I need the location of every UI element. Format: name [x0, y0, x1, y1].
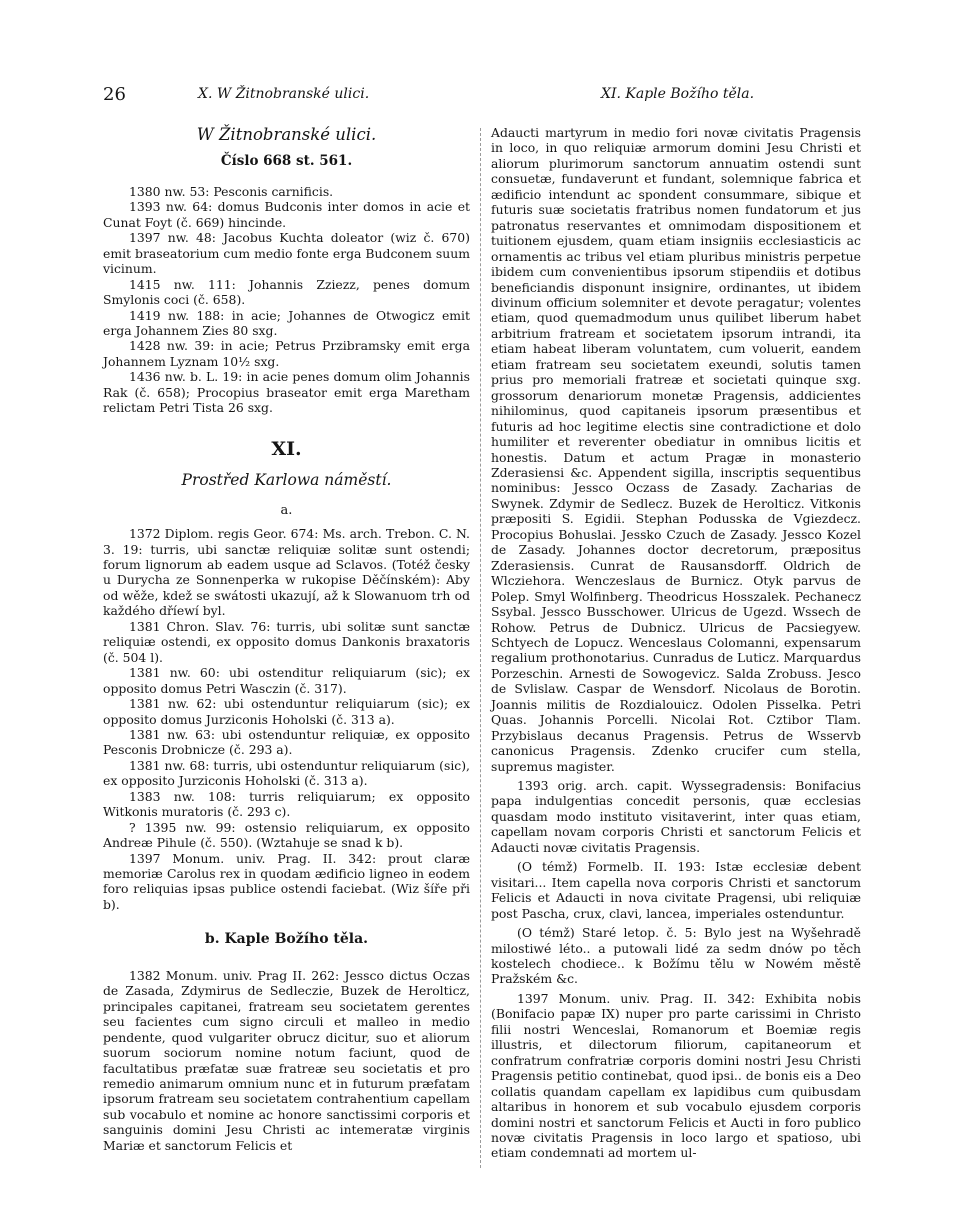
entry: 1382 Monum. univ. Prag II. 262: Jessco dictus Oczas de Zasada, Zdymirus de Sedleczie, Buzek de Herolticz, principales capitanei, fratream seu societatem gerentes seu facientes cum signo circuli et malleo in medio pendente, quod vulgariter obrucz dicitur, suo et aliorum suorum sociorum nomine notum faciunt, quod de facultatibus præfatæ suæ fratreæ seu societatis et pro remedio animarum omnium nunc et in futurum præfatam ipsorum fratream seu societatem contrahentium capellam sub vocabulo et nomine ac honore sanctissimi corporis et sanguinis domini Jesu Christi ac intemeratæ virginis Mariæ et sanctorum Felicis et	[103, 967, 470, 1153]
running-title-right: XI. Kaple Božího těla.	[601, 86, 755, 102]
entry: 1381 Chron. Slav. 76: turris, ubi solitæ sunt sanctæ reliquiæ ostendi, ex opposito domus Dankonis braxatoris (č. 504 l).	[103, 618, 470, 665]
column-divider	[480, 128, 481, 1168]
right-column	[491, 125, 861, 1161]
left-column	[103, 125, 470, 1153]
page-number: 26	[103, 84, 126, 105]
paragraph: (O témž) Staré letop. č. 5: Bylo jest na Wyšehradě milostiwé léto.. a putowali lidé za sedm dnów po těch kostelech chodiece.. k Božímu tělu w Nowém městě Pražském &c.	[491, 925, 861, 987]
paragraph: (O témž) Formelb. II. 193: Istæ ecclesiæ debent visitari... Item capella nova corporis Christi et sanctorum Felicis et Adaucti in nova civitate Pragensi, ubi reliquiæ post Pascha, crux, clavi, lancea, imperiales ostenduntur.	[491, 859, 861, 921]
entry: 1436 nw. b. L. 19: in acie penes domum olim Johannis Rak (č. 658); Procopius braseator emit erga Maretham relictam Petri Tista 26 sxg.	[103, 369, 470, 416]
entry: ? 1395 nw. 99: ostensio reliquiarum, ex opposito Andreæ Pihule (č. 550). (Wztahuje se snad k b).	[103, 819, 470, 851]
entry: 1381 nw. 68: turris, ubi ostenduntur reliquiarum (sic), ex opposito Jurziconis Hoholski (č. 313 a).	[103, 757, 470, 789]
running-header	[0, 84, 960, 106]
section-title: W Žitnobranské ulici.	[196, 125, 377, 144]
entry: 1381 nw. 60: ubi ostenditur reliquiarum (sic); ex opposito domus Petri Wasczin (č. 317).	[103, 665, 470, 696]
running-title-left: X. W Žitnobranské ulici.	[198, 86, 370, 102]
entry: 1393 nw. 64: domus Budconis inter domos in acie et Cunat Foyt (č. 669) hincinde.	[103, 199, 470, 230]
entry: 1397 Monum. univ. Prag. II. 342: prout claræ memoriæ Carolus rex in quodam ædificio ligneo in eodem foro reliquias ipsas publice ostendi faciebat. (Wiz šíře při b).	[103, 850, 470, 912]
entry: 1372 Diplom. regis Geor. 674: Ms. arch. Trebon. C. N. 3. 19: turris, ubi sanctæ reliquiæ solitæ sunt ostendi; forum lignorum ab eadem usque ad Sclavos. (Totéž česky u Durycha ze Sonnenperka w rukopise Děčínském): Aby od wěže, kdež se swátosti ukazují, až k Slowanuom trh od každého dříewí byl.	[103, 526, 470, 619]
chapter-title: Prostřed Karlowa náměstí.	[181, 471, 392, 490]
paragraph: Adaucti martyrum in medio fori novæ civitatis Pragensis in loco, in quo reliquiæ armorum domini Jesu Christi et aliorum plurimorum sanctorum annuatim ostendi sunt consuetæ, fundaverunt et fundant, solemnique fabrica et ædificio intendunt ac spondent consummare, sibique et futuris suæ societatis fratribus nomen fundatorum et jus patronatus reservantes et omnimodam dispositionem et tuitionem ejusdem, quam etiam insigniis ecclesiasticis ac ornamentis ac tribus vel etiam pluribus ministris perpetue ibidem cum convenientibus ipsorum stipendiis et dotibus beneficiandis disponunt insignire, ordinantes, ut ibidem divinum officium solemniter et devote peragatur; volentes etiam, quod quemadmodum unus quilibet liberum habet arbitrium fratream et societatem ipsorum intrandi, ita etiam habeat liberam voluntatem, cum voluerit, eandem etiam fratream seu societatem exeundi, solutis tamen prius pro memoriali fratreæ et societati quinque sxg. grossorum denariorum monetæ Pragensis, addicientes nihilominus, quod capitaneis ipsorum præsentibus et futuris ad hoc legitime electis sine contradictione et dolo humiliter et reverenter obediatur in omnibus licitis et honestis. Datum et actum Pragæ in monasterio Zderasiensi &c. Appendent sigilla, inscriptis sequentibus nominibus: Jessco Oczass de Zasady. Zacharias de Swynek. Zdymir de Sedlecz. Buzek de Herolticz. Vitkonis præpositi S. Egidii. Stephan Podusska de Vgiezdecz. Procopius Bohuslai. Jessko Czuch de Zasady. Jessco Kozel de Zasady. Johannes doctor decretorum, præpositus Zderasiensis. Cunrat de Rausansdorff. Oldrich de Wlcziehora. Wenczeslaus de Burnicz. Otyk parvus de Polep. Smyl Wolfinberg. Theodricus Hosszalek. Pechanecz Ssybal. Jessco Busschower. Ulricus de Ugezd. Wssech de Rohow. Petrus de Dubnicz. Ulricus de Pacsiegyew. Schtyech de Lopucz. Wenceslaus Colomanni, expensarum regalium prothonotarius. Cunradus de Luticz. Marquardus Porzeschin. Arnesti de Sowogevicz. Salda Zrobuss. Jesco de Svlislaw. Caspar de Wensdorf. Nicolaus de Borotin. Joannis militis de Rozdialouicz. Odolen Pisselka. Petri Quas. Johannis Porcelli. Nicolai Rot. Cztibor Tlam. Przybislaus decanus Pragensis. Petrus de Wsservb canonicus Pragensis. Zdenko crucifer cum stella, supremus magister.	[491, 125, 861, 774]
entry: 1383 nw. 108: turris reliquiarum; ex opposito Witkonis muratoris (č. 293 c).	[103, 788, 470, 820]
chapter-number: XI.	[271, 437, 302, 460]
house-number: Číslo 668 st. 561.	[220, 153, 353, 170]
entry: 1380 nw. 53: Pesconis carnificis.	[129, 183, 334, 199]
entry: 1415 nw. 111: Johannis Zziezz, penes domum Smylonis coci (č. 658).	[103, 276, 470, 308]
entry: 1381 nw. 63: ubi ostenduntur reliquiæ, ex opposito Pesconis Drobnicze (č. 293 a).	[103, 726, 470, 758]
entry: 1397 nw. 48: Jacobus Kuchta doleator (wiz č. 670) emit braseatorium cum medio fonte erga Budconem suum vicinum.	[103, 230, 470, 277]
paragraph: 1397 Monum. univ. Prag. II. 342: Exhibita nobis (Bonifacio papæ IX) nuper pro parte carissimi in Christo filii nostri Wenceslai, Romanorum et Boemiæ regis illustris, et dilectorum filiorum, capitaneorum et confratrum confratriæ corporis domini nostri Jesu Christi Pragensis petitio continebat, quod ipsi.. de bonis eis a Deo collatis quandam capellam ex lapidibus cum quibusdam altaribus in honorem et sub vocabulo ejusdem corporis domini nostri et sanctorum Felicis et Aucti in foro publico novæ civitatis Pragensis in loco largo et spatioso, ubi etiam condemnati ad mortem ul-	[491, 990, 861, 1161]
entry: 1419 nw. 188: in acie; Johannes de Otwogicz emit erga Johannem Zies 80 sxg.	[103, 307, 470, 338]
entry: 1381 nw. 62: ubi ostenduntur reliquiarum (sic); ex opposito domus Jurziconis Hoholski (č. 313 a).	[103, 696, 470, 727]
house-number-heading	[103, 154, 470, 169]
paragraph: 1393 orig. arch. capit. Wyssegradensis: Bonifacius papa indulgentias concedit personis, quæ ecclesias quasdam modo instituto visitaverint, inter quas etiam, capellam novam corporis Christi et sanctorum Felicis et Adaucti novæ civitatis Pragensis.	[491, 778, 861, 855]
subsection-title: b. Kaple Božího těla.	[204, 931, 369, 948]
subsection-letter: a.	[280, 502, 293, 518]
entry: 1428 nw. 39: in acie; Petrus Przibramsky emit erga Johannem Lyznam 10½ sxg.	[103, 338, 470, 369]
